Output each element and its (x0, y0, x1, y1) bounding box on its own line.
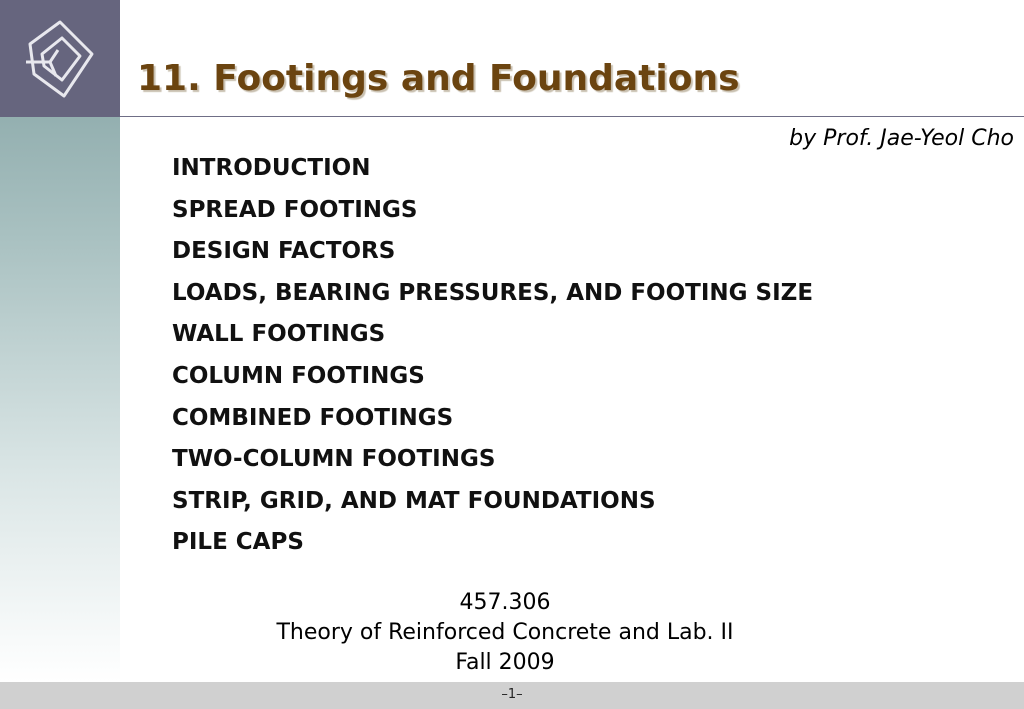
footer-bar (0, 682, 1024, 709)
toc-item: COMBINED FOOTINGS (172, 404, 454, 431)
toc-item: COLUMN FOOTINGS (172, 362, 425, 389)
course-name: Theory of Reinforced Concrete and Lab. II (276, 620, 734, 645)
toc-item: INTRODUCTION (172, 155, 371, 181)
toc-item: STRIP, GRID, AND MAT FOUNDATIONS (172, 487, 656, 514)
course-number: 457.306 (459, 590, 551, 615)
university-logo-icon (20, 14, 100, 104)
course-term: Fall 2009 (455, 650, 555, 675)
toc-item: SPREAD FOOTINGS (172, 196, 418, 223)
toc-item: PILE CAPS (172, 529, 304, 556)
toc-item: LOADS, BEARING PRESSURES, AND FOOTING SIZE (172, 279, 814, 306)
toc-item: DESIGN FACTORS (172, 238, 396, 265)
author-line: by Prof. Jae-Yeol Cho (789, 126, 1014, 151)
toc-item: TWO-COLUMN FOOTINGS (172, 446, 496, 473)
logo-box (0, 0, 120, 117)
slide-title: 11. Footings and Foundations (137, 58, 740, 99)
page-number: –1– (501, 687, 523, 702)
course-info (200, 588, 810, 678)
toc-item: WALL FOOTINGS (172, 321, 386, 348)
table-of-contents (172, 152, 813, 568)
title-divider (120, 116, 1024, 117)
